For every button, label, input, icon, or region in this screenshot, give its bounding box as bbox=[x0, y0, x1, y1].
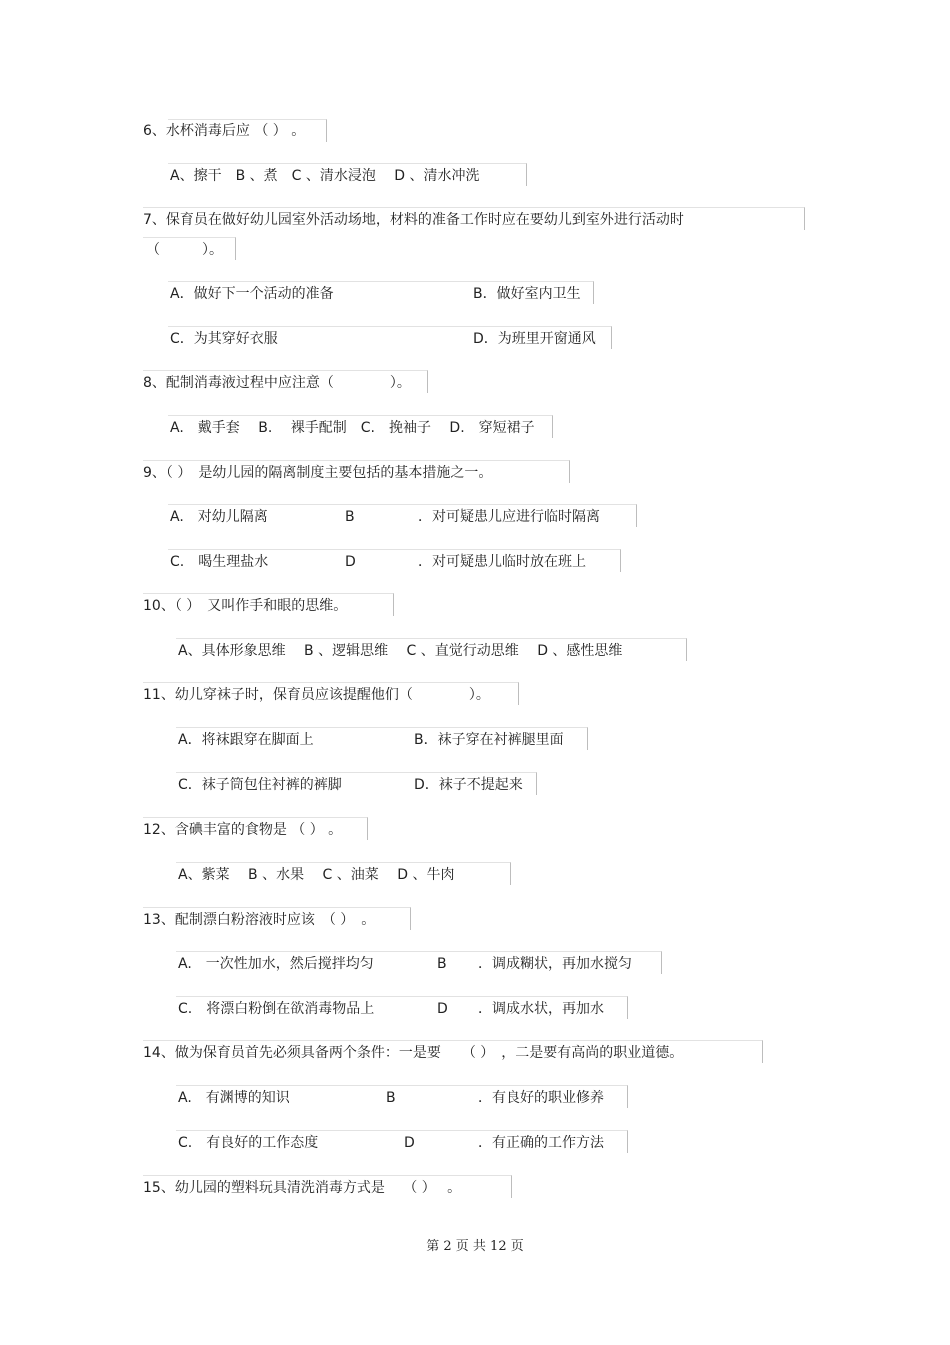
question-6-stem: 6、水杯消毒后应 （ ） 。 bbox=[143, 123, 306, 139]
page-number: 第 2 页 共 12 页 bbox=[426, 1239, 524, 1254]
question-7-option-a: A．做好下一个活动的准备 bbox=[170, 286, 334, 302]
question-14-option-c: C. 有良好的工作态度 bbox=[178, 1135, 319, 1151]
question-11-stem: 11、幼儿穿袜子时，保育员应该提醒他们（ ）。 bbox=[143, 687, 490, 703]
question-11-option-d: D．袜子不提起来 bbox=[414, 777, 523, 793]
question-13-option-c: C. 将漂白粉倒在欲消毒物品上 bbox=[178, 1001, 375, 1017]
question-11-option-c: C．袜子筒包住衬裤的裤脚 bbox=[178, 777, 342, 793]
question-15-stem: 15、幼儿园的塑料玩具清洗消毒方式是 （ ） 。 bbox=[143, 1180, 462, 1196]
question-14-option-b-text: ．有良好的职业修养 bbox=[478, 1090, 604, 1106]
question-7-option-b: B．做好室内卫生 bbox=[473, 286, 581, 302]
question-10-options: A、具体形象思维 B 、逻辑思维 C 、直觉行动思维 D 、感性思维 bbox=[178, 643, 623, 659]
question-7-stem: 7、保育员在做好幼儿园室外活动场地，材料的准备工作时应在要幼儿到室外进行活动时 bbox=[143, 212, 684, 228]
question-11-option-b: B．袜子穿在衬裤腿里面 bbox=[414, 732, 564, 748]
question-7-stem-cont: （ ）。 bbox=[146, 242, 223, 258]
question-9-option-b-text: ．对可疑患儿应进行临时隔离 bbox=[418, 509, 600, 525]
question-13-option-d-letter: D bbox=[437, 1001, 448, 1017]
question-14-option-d-letter: D bbox=[404, 1135, 415, 1151]
question-9-option-c: C. 喝生理盐水 bbox=[170, 554, 269, 570]
question-12-options: A、紫菜 B 、水果 C 、油菜 D 、牛肉 bbox=[178, 867, 455, 883]
question-13-option-b-text: ．调成糊状，再加水搅匀 bbox=[478, 956, 632, 972]
question-14-option-d-text: ．有正确的工作方法 bbox=[478, 1135, 604, 1151]
question-9-option-a: A. 对幼儿隔离 bbox=[170, 509, 268, 525]
question-14-option-b-letter: B bbox=[386, 1090, 396, 1106]
question-7-option-d: D．为班里开窗通风 bbox=[473, 331, 596, 347]
question-10-stem: 10、（ ） 又叫作手和眼的思维。 bbox=[143, 598, 348, 614]
question-13-stem: 13、配制漂白粉溶液时应该 （ ） 。 bbox=[143, 912, 376, 928]
question-7-option-c: C．为其穿好衣服 bbox=[170, 331, 278, 347]
question-8-options: A. 戴手套 B. 裸手配制 C. 挽袖子 D. 穿短裙子 bbox=[170, 420, 535, 436]
question-12-stem: 12、含碘丰富的食物是 （ ） 。 bbox=[143, 822, 343, 838]
question-8-stem: 8、配制消毒液过程中应注意（ ）。 bbox=[143, 375, 411, 391]
question-13-option-a: A. 一次性加水，然后搅拌均匀 bbox=[178, 956, 374, 972]
question-13-option-d-text: ．调成水状，再加水 bbox=[478, 1001, 604, 1017]
question-6-options: A、擦干 B 、煮 C 、清水浸泡 D 、清水冲洗 bbox=[170, 168, 480, 184]
question-9-option-d-letter: D bbox=[345, 554, 356, 570]
question-11-option-a: A．将袜跟穿在脚面上 bbox=[178, 732, 314, 748]
question-13-option-b-letter: B bbox=[437, 956, 447, 972]
question-14-option-a: A. 有渊博的知识 bbox=[178, 1090, 290, 1106]
question-9-stem: 9、（ ） 是幼儿园的隔离制度主要包括的基本措施之一。 bbox=[143, 465, 493, 481]
question-14-stem: 14、做为保育员首先必须具备两个条件：一是要 （ ） ，二是要有高尚的职业道德。 bbox=[143, 1045, 684, 1061]
question-9-option-b-letter: B bbox=[345, 509, 355, 525]
question-9-option-d-text: ．对可疑患儿临时放在班上 bbox=[418, 554, 586, 570]
